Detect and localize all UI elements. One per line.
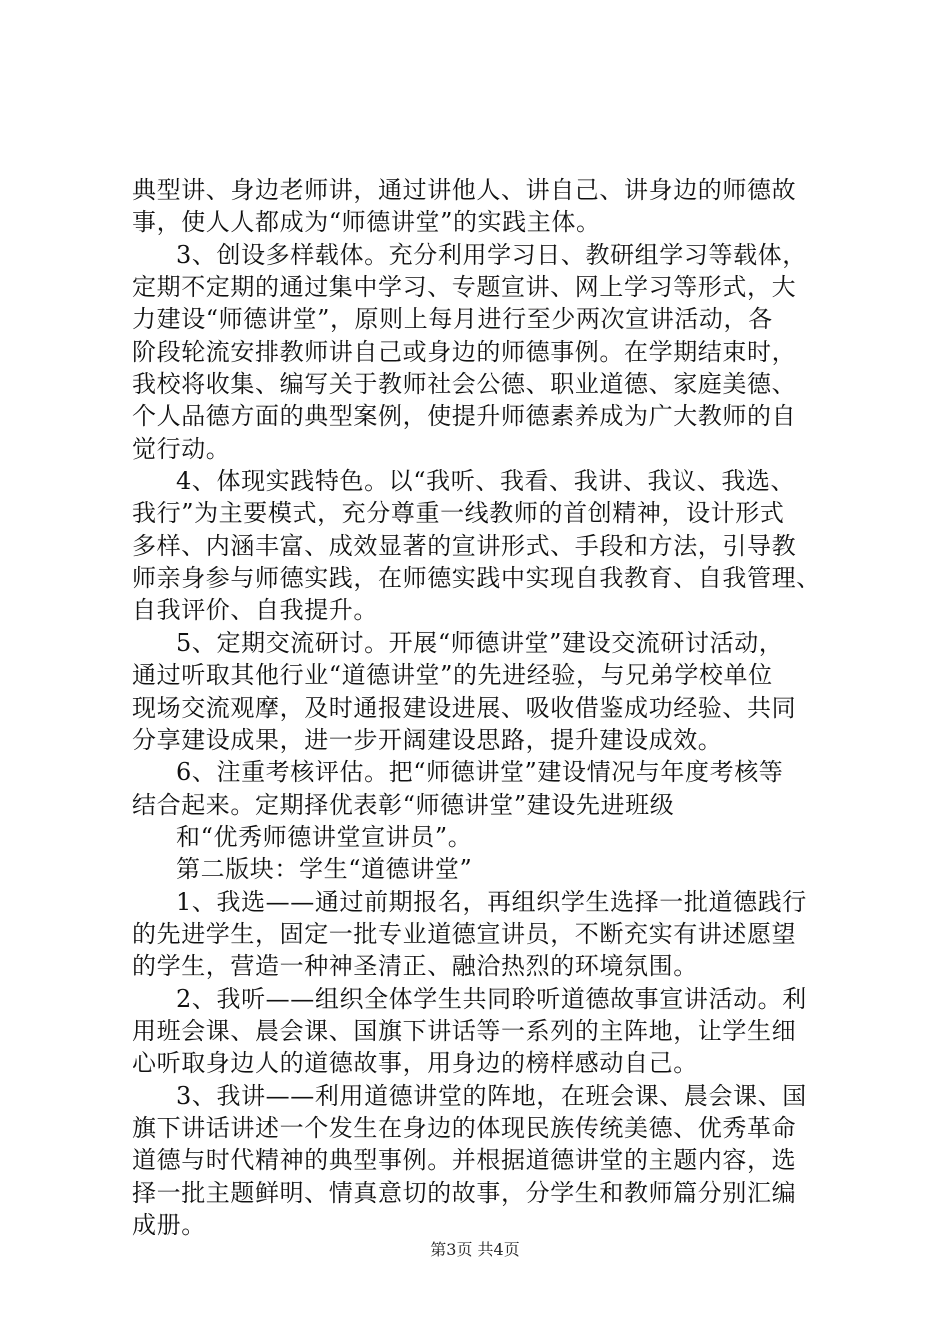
- text-line: 心听取身边人的道德故事，用身边的榜样感动自己。: [132, 1049, 698, 1078]
- text-line: 的先进学生，固定一批专业道德宣讲员，不断充实有讲述愿望: [132, 919, 797, 948]
- text-line: 事，使人人都成为“师德讲堂”的实践主体。: [132, 208, 601, 237]
- document-body: [132, 174, 832, 1241]
- text-line: 我行”为主要模式，充分尊重一线教师的首创精神，设计形式: [132, 499, 785, 528]
- text-line: 6、注重考核评估。把“师德讲堂”建设情况与年度考核等: [176, 758, 784, 787]
- text-line: 成册。: [132, 1211, 206, 1239]
- text-line: 1、我选——通过前期报名，再组织学生选择一批道德践行: [176, 887, 807, 916]
- text-line: 师亲身参与师德实践，在师德实践中实现自我教育、自我管理、: [132, 564, 821, 593]
- text-line: 典型讲、身边老师讲，通过讲他人、讲自己、讲身边的师德故: [132, 176, 797, 204]
- text-line: 5、定期交流研讨。开展“师德讲堂”建设交流研讨活动，: [176, 628, 784, 657]
- text-line: 结合起来。定期择优表彰“师德讲堂”建设先进班级: [132, 790, 675, 819]
- page-footer: 第3页 共4页: [430, 1240, 520, 1259]
- text-line: 用班会课、晨会课、国旗下讲话等一系列的主阵地，让学生细: [132, 1016, 797, 1045]
- text-line: 觉行动。: [132, 434, 231, 463]
- text-line: 阶段轮流安排教师讲自己或身边的师德事例。在学期结束时，: [132, 337, 797, 366]
- text-line: 多样、内涵丰富、成效显著的宣讲形式、手段和方法，引导教: [132, 531, 797, 560]
- text-line: 的学生，营造一种神圣清正、融洽热烈的环境氛围。: [132, 952, 698, 981]
- text-line: 个人品德方面的典型案例，使提升师德素养成为广大教师的自: [132, 402, 797, 431]
- text-line: 旗下讲话讲述一个发生在身边的体现民族传统美德、优秀革命: [132, 1113, 797, 1142]
- text-line: 2、我听——组织全体学生共同聆听道德故事宣讲活动。利: [176, 984, 807, 1013]
- text-line: 分享建设成果，进一步开阔建设思路，提升建设成效。: [132, 725, 723, 754]
- text-line: 3、我讲——利用道德讲堂的阵地，在班会课、晨会课、国: [176, 1081, 807, 1110]
- text-line: 我校将收集、编写关于教师社会公德、职业道德、家庭美德、: [132, 370, 797, 399]
- text-line: 现场交流观摩，及时通报建设进展、吸收借鉴成功经验、共同: [132, 693, 797, 722]
- text-line: 自我评价、自我提升。: [132, 596, 378, 625]
- text-line: 3、创设多样载体。充分利用学习日、教研组学习等载体，: [176, 240, 807, 269]
- text-line: 道德与时代精神的典型事例。并根据道德讲堂的主题内容，选: [132, 1146, 797, 1175]
- text-line: 4、体现实践特色。以“我听、我看、我讲、我议、我选、: [176, 467, 796, 496]
- text-line: 力建设“师德讲堂”，原则上每月进行至少两次宣讲活动，各: [132, 305, 773, 334]
- text-line: 择一批主题鲜明、情真意切的故事，分学生和教师篇分别汇编: [132, 1178, 797, 1207]
- text-line: 和“优秀师德讲堂宣讲员”。: [176, 822, 473, 851]
- text-line: 定期不定期的通过集中学习、专题宣讲、网上学习等形式，大: [132, 273, 797, 302]
- text-line: 通过听取其他行业“道德讲堂”的先进经验，与兄弟学校单位: [132, 661, 773, 690]
- text-line: 第二版块：学生“道德讲堂”: [176, 855, 473, 884]
